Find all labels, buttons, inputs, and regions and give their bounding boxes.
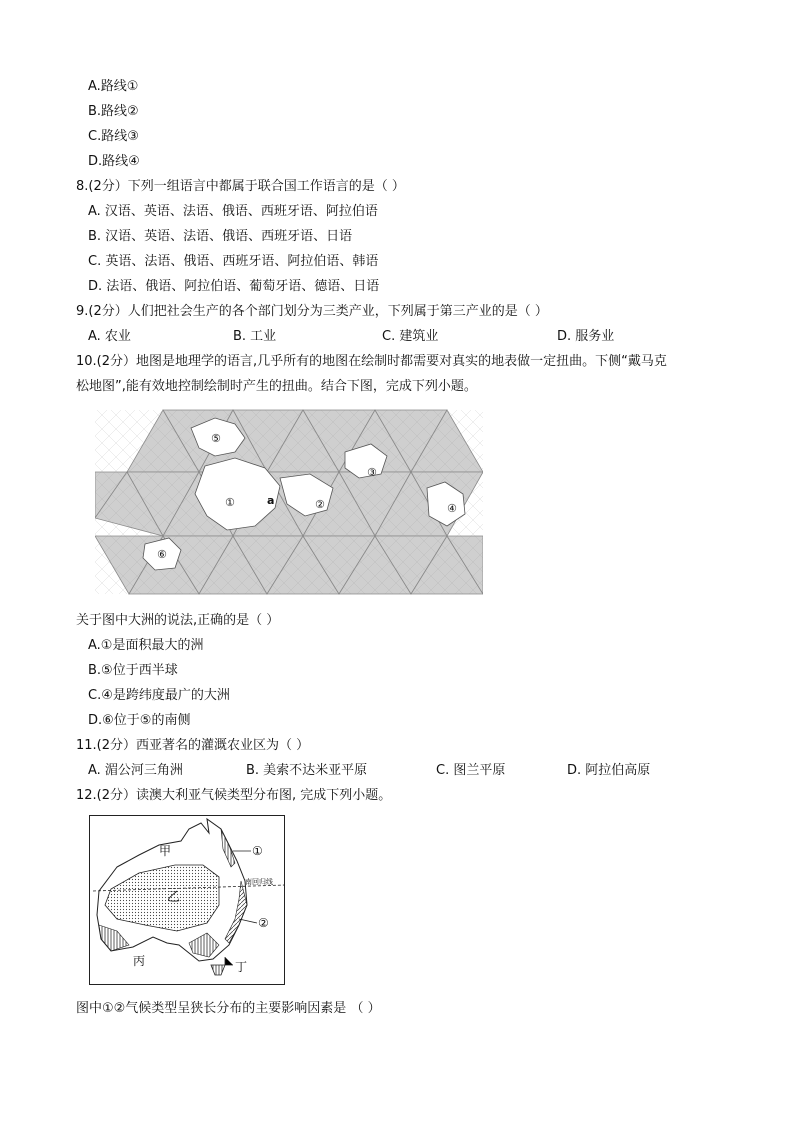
q11-option-c: C. 图兰平原 (436, 763, 506, 778)
map-label-3: ③ (367, 466, 377, 479)
map-label-bing: 丙 (133, 954, 146, 968)
map-label-5: ⑤ (211, 432, 221, 445)
map-label-ding: 丁 (235, 960, 248, 974)
map-label-2: ② (258, 916, 269, 930)
q9-option-a: A. 农业 (88, 329, 131, 344)
q8-option-d: D. 法语、俄语、阿拉伯语、葡萄牙语、德语、日语 (88, 279, 380, 294)
dymaxion-map-figure (95, 408, 483, 596)
q8-option-a: A. 汉语、英语、法语、俄语、西班牙语、阿拉伯语 (88, 204, 378, 219)
q10-stem-line1: 10.(2分）地图是地理学的语言,几乎所有的地图在绘制时都需要对真实的地表做一定扭曲。下侧“戴马克 (76, 354, 667, 369)
q7-option-d: D.路线④ (88, 154, 140, 169)
q9-stem: 9.(2分）人们把社会生产的各个部门划分为三类产业，下列属于第三产业的是（ ） (76, 304, 548, 319)
q7-option-b: B.路线② (88, 104, 139, 119)
map-label-1: ① (225, 496, 235, 509)
q11-options-row (0, 762, 794, 780)
q10-sub-stem: 关于图中大洲的说法,正确的是（ ） (76, 613, 280, 628)
map-label-yi: 乙 (167, 890, 181, 905)
q9-option-c: C. 建筑业 (382, 329, 439, 344)
q9-option-b: B. 工业 (233, 329, 277, 344)
q12-stem: 12.(2分）读澳大利亚气候类型分布图, 完成下列小题。 (76, 788, 392, 803)
map-label-1: ① (252, 844, 263, 858)
q11-stem: 11.(2分）西亚著名的灌溉农业区为（ ） (76, 738, 310, 753)
map-label-4: ④ (447, 502, 457, 515)
map-label-2: ② (315, 498, 325, 511)
map-label-jia: 甲 (159, 844, 172, 858)
map-label-6: ⑥ (157, 548, 167, 561)
q10-option-b: B.⑤位于西半球 (88, 663, 178, 678)
q10-option-a: A.①是面积最大的洲 (88, 638, 204, 653)
q11-option-b: B. 美索不达米亚平原 (246, 763, 368, 778)
q8-stem: 8.(2分）下列一组语言中都属于联合国工作语言的是（ ） (76, 179, 405, 194)
map-label-tropic: 南回归线 (245, 878, 273, 886)
australia-climate-map (89, 815, 285, 985)
q8-option-b: B. 汉语、英语、法语、俄语、西班牙语、日语 (88, 229, 353, 244)
q10-option-d: D.⑥位于⑤的南侧 (88, 713, 191, 728)
q12-sub-stem: 图中①②气候类型呈狭长分布的主要影响因素是 （ ） (76, 1001, 381, 1016)
q10-option-c: C.④是跨纬度最广的大洲 (88, 688, 230, 703)
q11-option-d: D. 阿拉伯高原 (567, 763, 651, 778)
q10-stem-line2: 松地图”,能有效地控制绘制时产生的扭曲。结合下图，完成下列小题。 (76, 379, 477, 394)
q9-options-row (0, 328, 794, 346)
q9-option-d: D. 服务业 (557, 329, 615, 344)
q11-option-a: A. 湄公河三角洲 (88, 763, 183, 778)
q7-option-c: C.路线③ (88, 129, 139, 144)
q8-option-c: C. 英语、法语、俄语、西班牙语、阿拉伯语、韩语 (88, 254, 379, 269)
q7-option-a: A.路线① (88, 79, 139, 94)
map-label-a: a (267, 494, 275, 507)
